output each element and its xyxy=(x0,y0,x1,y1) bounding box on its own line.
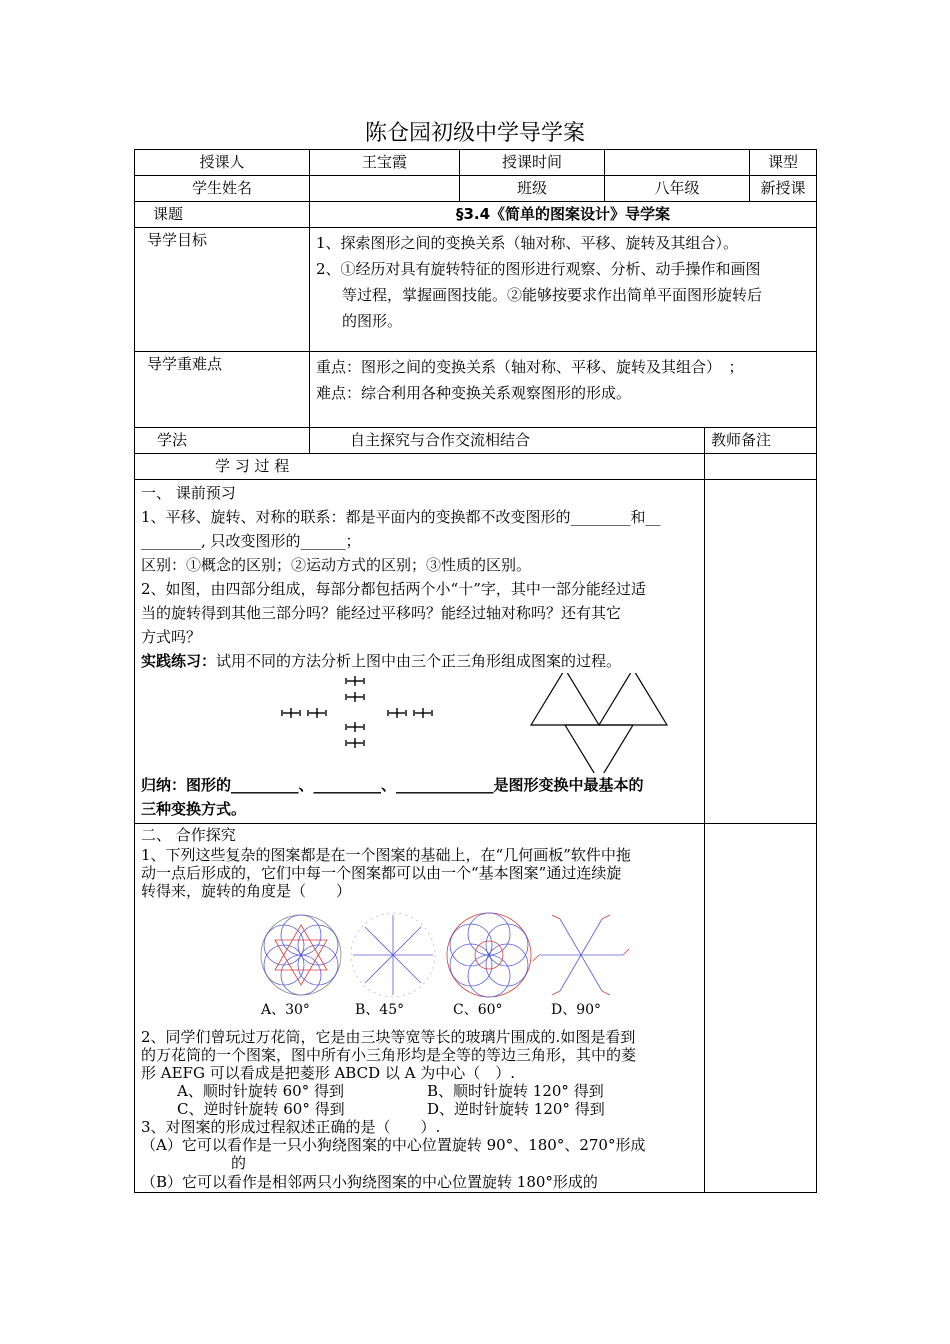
s2-q3-a-line1: （A）它可以看作是一只小狗绕图案的中心位置旋转 90°、180°、270°形成 xyxy=(141,1136,646,1154)
s2-q2-opt-d: D、逆时针旋转 120° 得到 xyxy=(427,1100,605,1118)
notes-header-cell xyxy=(705,454,817,480)
grade-value: 八年级 xyxy=(605,176,750,202)
cross-pattern-figure xyxy=(141,673,701,773)
s1-q1-line3: 区别：①概念的区别；②运动方式的区别；③性质的区别。 xyxy=(141,556,532,574)
section1-heading: 一、 课前预习 xyxy=(141,484,236,502)
teacher-label: 授课人 xyxy=(135,150,310,176)
type-label: 课型 xyxy=(750,150,817,176)
goal-1: 1、探索图形之间的变换关系（轴对称、平移、旋转及其组合）。 xyxy=(316,234,739,252)
s2-q2-line3: 形 AEFG 可以看成是把菱形 ABCD 以 A 为中心（ ）. xyxy=(141,1064,516,1082)
s1-q2-line3: 方式吗？ xyxy=(141,628,202,646)
section2-notes-cell[interactable] xyxy=(705,824,817,1193)
rotation-figures xyxy=(141,900,698,1028)
time-label: 授课时间 xyxy=(460,150,605,176)
s2-q2-line2: 的万花筒的一个图案，图中所有小三角形均是全等的等边三角形，其中的菱 xyxy=(141,1046,637,1064)
s2-q2-opt-c: C、逆时针旋转 60° 得到 xyxy=(177,1100,345,1118)
keypoints-label: 导学重难点 xyxy=(135,352,310,428)
teacher-notes-label: 教师备注 xyxy=(705,428,817,454)
s2-q3: 3、对图案的形成过程叙述正确的是（ ）. xyxy=(141,1118,441,1136)
section1-notes-cell[interactable] xyxy=(705,480,817,824)
topic-label: 课题 xyxy=(135,202,310,228)
snowflake-pattern-d xyxy=(533,915,629,995)
s1-practice xyxy=(141,649,698,673)
time-value[interactable] xyxy=(605,150,750,176)
practice-text: 试用不同的方法分析上图中由三个正三角形组成图案的过程。 xyxy=(216,652,622,670)
option-d: D、90° xyxy=(551,1002,602,1018)
s2-q3-b: （B）它可以看作是相邻两只小狗绕图案的中心位置旋转 180°形成的 xyxy=(141,1173,598,1191)
s2-q2-options-row2 xyxy=(141,1100,698,1118)
s2-q2-opt-b: B、顺时针旋转 120° 得到 xyxy=(427,1082,604,1100)
student-value[interactable] xyxy=(310,176,460,202)
s2-q1-line3: 转得来，旋转的角度是（ ） xyxy=(141,882,352,900)
lesson-plan-table-wrapper xyxy=(134,149,816,1193)
section1-cell xyxy=(135,480,705,824)
lesson-plan-table xyxy=(134,149,817,1193)
goal-2-line2: 等过程，掌握画图技能。②能够按要求作出简单平面图形旋转后 xyxy=(342,286,763,304)
option-b: B、45° xyxy=(355,1002,405,1018)
s2-q1-line1: 1、下列这些复杂的图案都是在一个图案的基础上，在“几何画板”软件中拖 xyxy=(141,846,631,864)
topic-title: §3.4《简单的图案设计》导学案 xyxy=(310,202,817,228)
section2-heading: 二、 合作探究 xyxy=(141,826,236,844)
s1-q2-line1: 2、如图，由四部分组成，每部分都包括两个小“十”字，其中一部分能经过适 xyxy=(141,580,646,598)
section2-cell xyxy=(135,824,705,1193)
option-a: A、30° xyxy=(261,1002,310,1018)
goal-2-line3: 的图形。 xyxy=(342,312,403,330)
rotation-patterns-svg xyxy=(141,900,701,1028)
s2-q1-line2: 动一点后形成的，它们中每一个图案都可以由一个“基本图案”通过连续旋 xyxy=(141,864,622,882)
s1-summary-line1: 归纳：图形的_________、_________、_____________是图形变换中最基本的 xyxy=(141,776,644,794)
s2-q2-options-row1 xyxy=(141,1082,698,1100)
section1-figures xyxy=(141,673,698,773)
method-label: 学法 xyxy=(135,428,310,454)
star-pattern-b xyxy=(351,913,435,997)
s1-q1-line2: ________, 只改变图形的______； xyxy=(141,532,361,550)
student-label: 学生姓名 xyxy=(135,176,310,202)
s1-summary-line2: 三种变换方式。 xyxy=(141,800,247,818)
goal-2-line1: 2、①经历对具有旋转特征的图形进行观察、分析、动手操作和画图 xyxy=(316,260,761,278)
page-title: 陈仓园初级中学导学案 xyxy=(364,121,585,146)
type-value: 新授课 xyxy=(750,176,817,202)
practice-label: 实践练习： xyxy=(141,652,217,670)
key-point: 重点：图形之间的变换关系（轴对称、平移、旋转及其组合） ； xyxy=(316,358,744,376)
flower-pattern-c xyxy=(447,913,531,997)
difficult-point: 难点：综合利用各种变换关系观察图形的形成。 xyxy=(316,384,632,402)
goals-label: 导学目标 xyxy=(135,228,310,352)
s2-q3-a-line2: 的 xyxy=(231,1154,247,1172)
s1-q1-line1: 1、平移、旋转、对称的联系：都是平面内的变换都不改变图形的________和__ xyxy=(141,508,661,526)
option-c: C、60° xyxy=(453,1002,503,1018)
method-value: 自主探究与合作交流相结合 xyxy=(310,428,705,454)
goals-content xyxy=(310,228,817,352)
triangles-figure xyxy=(531,673,667,773)
class-label: 班级 xyxy=(460,176,605,202)
s2-q2-line1: 2、同学们曾玩过万花筒，它是由三块等宽等长的玻璃片围成的.如图是看到 xyxy=(141,1028,636,1046)
cross-icon-top xyxy=(346,676,364,686)
flower-pattern-a xyxy=(261,915,341,995)
teacher-name: 王宝霞 xyxy=(310,150,460,176)
keypoints-content xyxy=(310,352,817,428)
process-label: 学 习 过 程 xyxy=(135,454,705,480)
s1-q2-line2: 当的旋转得到其他三部分吗？能经过平移吗？能经过轴对称吗？还有其它 xyxy=(141,604,622,622)
s2-q2-opt-a: A、顺时针旋转 60° 得到 xyxy=(177,1082,344,1100)
